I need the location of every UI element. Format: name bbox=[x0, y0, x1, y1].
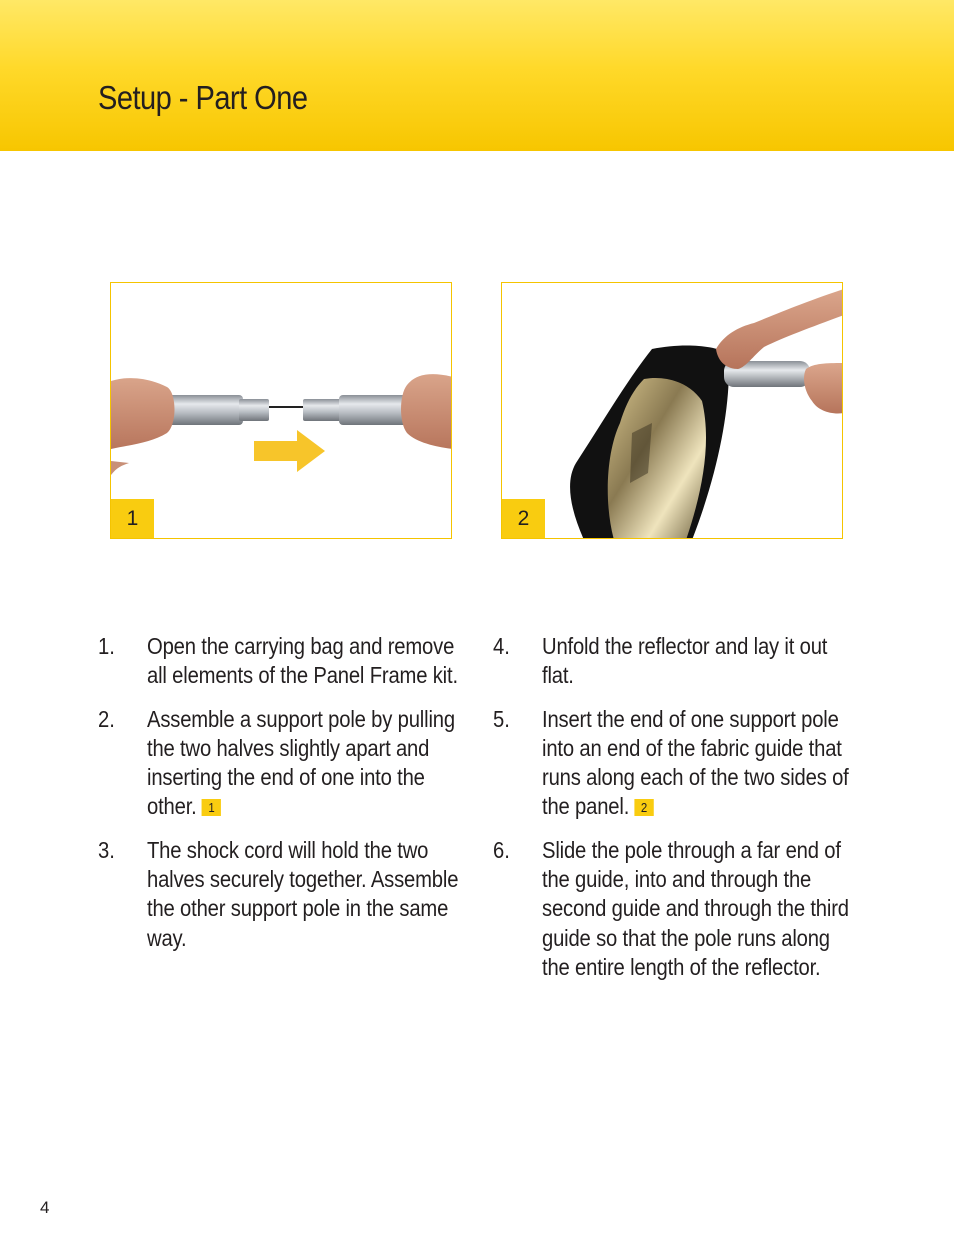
photo-badge-1: 1 bbox=[111, 499, 154, 538]
step-number: 2. bbox=[98, 705, 115, 732]
reflector-pole-illustration bbox=[502, 283, 843, 539]
step-item bbox=[98, 705, 468, 822]
pole-assembly-illustration bbox=[111, 283, 452, 539]
figure-reference-badge: 2 bbox=[634, 799, 653, 816]
steps-list-right bbox=[493, 632, 863, 996]
step-text: The shock cord will hold the two halves securely together. Assemble the other support pole in the same way. bbox=[147, 836, 459, 951]
photo-pole-assembly bbox=[110, 282, 452, 539]
header-banner bbox=[0, 0, 954, 151]
photo-reflector-pole bbox=[501, 282, 843, 539]
step-number: 3. bbox=[98, 836, 115, 863]
step-text: Slide the pole through a far end of the guide, into and through the second guide and through the third guide so that the pole runs along the entire length of the reflector. bbox=[542, 836, 849, 980]
step-number: 4. bbox=[493, 633, 510, 659]
step-item bbox=[493, 632, 863, 691]
step-text: Assemble a support pole by pulling the two halves slightly apart and inserting the end of one into the other. 1 bbox=[147, 705, 455, 820]
step-text: Unfold the reflector and lay it out flat. bbox=[542, 633, 828, 689]
step-number: 6. bbox=[493, 836, 510, 863]
photo-badge-2: 2 bbox=[502, 499, 545, 538]
step-item bbox=[493, 705, 863, 822]
steps-list-left bbox=[98, 632, 468, 967]
page-title: Setup - Part One bbox=[98, 79, 308, 116]
step-item bbox=[98, 632, 468, 691]
figure-reference-badge: 1 bbox=[202, 799, 221, 816]
step-text: Open the carrying bag and remove all elements of the Panel Frame kit. bbox=[147, 633, 458, 689]
page-number: 4 bbox=[40, 1198, 50, 1217]
step-item bbox=[493, 836, 863, 982]
step-item bbox=[98, 836, 468, 953]
step-text: Insert the end of one support pole into an end of the fabric guide that runs along each of the two sides of the panel. 2 bbox=[542, 705, 849, 820]
step-number: 5. bbox=[493, 705, 510, 732]
step-number: 1. bbox=[98, 633, 115, 659]
